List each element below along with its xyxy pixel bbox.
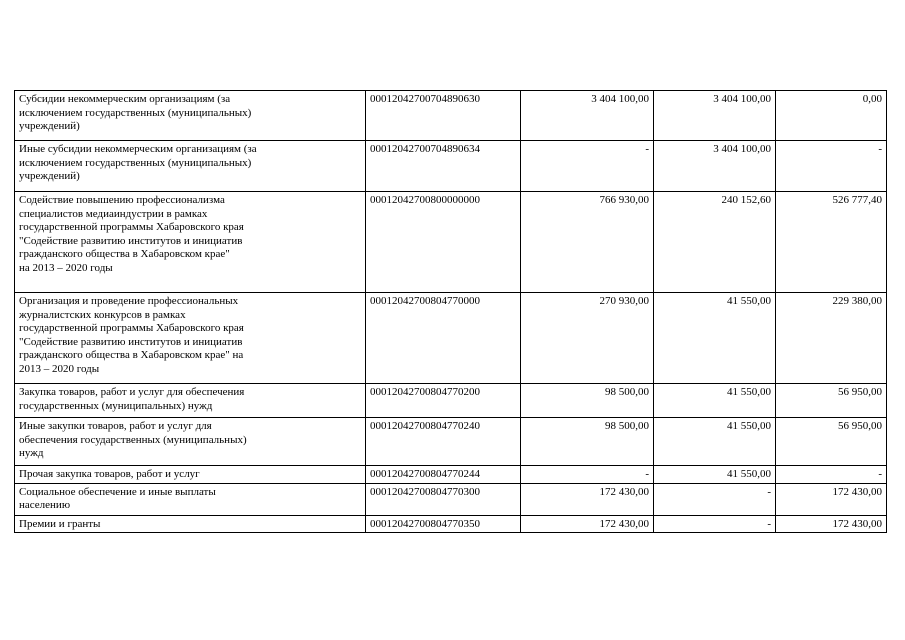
row-executed: - (654, 483, 776, 515)
table-row (15, 141, 887, 192)
row-unexecuted: 172 430,00 (776, 483, 887, 515)
row-unexecuted: 526 777,40 (776, 192, 887, 293)
row-code: 00012042700800000000 (366, 192, 521, 293)
table-row (15, 483, 887, 515)
row-approved: - (521, 466, 654, 484)
row-name: Субсидии некоммерческим организациям (за исключением государственных (муниципальных) учреждений) (15, 91, 366, 141)
row-approved: 270 930,00 (521, 293, 654, 384)
row-executed: 3 404 100,00 (654, 91, 776, 141)
row-code: 00012042700704890634 (366, 141, 521, 192)
row-code: 00012042700704890630 (366, 91, 521, 141)
row-code: 00012042700804770244 (366, 466, 521, 484)
row-name: Прочая закупка товаров, работ и услуг (15, 466, 366, 484)
row-executed: 41 550,00 (654, 384, 776, 418)
row-executed: 3 404 100,00 (654, 141, 776, 192)
row-unexecuted: - (776, 141, 887, 192)
table-row (15, 418, 887, 466)
row-code: 00012042700804770000 (366, 293, 521, 384)
row-name: Закупка товаров, работ и услуг для обеспечения государственных (муниципальных) нужд (15, 384, 366, 418)
table-row (15, 91, 887, 141)
row-executed: 240 152,60 (654, 192, 776, 293)
row-approved: 3 404 100,00 (521, 91, 654, 141)
table-row (15, 515, 887, 533)
row-approved: 98 500,00 (521, 384, 654, 418)
row-approved: 172 430,00 (521, 483, 654, 515)
row-name: Иные закупки товаров, работ и услуг для обеспечения государственных (муниципальных) нужд (15, 418, 366, 466)
row-unexecuted: 172 430,00 (776, 515, 887, 533)
row-code: 00012042700804770240 (366, 418, 521, 466)
row-code: 00012042700804770200 (366, 384, 521, 418)
row-unexecuted: 229 380,00 (776, 293, 887, 384)
row-approved: - (521, 141, 654, 192)
row-approved: 766 930,00 (521, 192, 654, 293)
row-executed: 41 550,00 (654, 466, 776, 484)
row-approved: 172 430,00 (521, 515, 654, 533)
row-approved: 98 500,00 (521, 418, 654, 466)
row-unexecuted: 56 950,00 (776, 418, 887, 466)
row-executed: 41 550,00 (654, 293, 776, 384)
budget-table (14, 90, 887, 533)
table-row (15, 293, 887, 384)
row-name: Содействие повышению профессионализма специалистов медиаиндустрии в рамках государственной программы Хабаровского края "Содействие развитию институтов и инициатив гражданского общества в Хабаровском крае" на 2013 – 2020 годы (15, 192, 366, 293)
row-executed: - (654, 515, 776, 533)
row-name: Иные субсидии некоммерческим организациям (за исключением государственных (муниципальных) учреждений) (15, 141, 366, 192)
row-unexecuted: - (776, 466, 887, 484)
row-unexecuted: 56 950,00 (776, 384, 887, 418)
table-row (15, 384, 887, 418)
row-executed: 41 550,00 (654, 418, 776, 466)
table-row (15, 466, 887, 484)
table-row (15, 192, 887, 293)
row-name: Социальное обеспечение и иные выплаты населению (15, 483, 366, 515)
row-code: 00012042700804770300 (366, 483, 521, 515)
row-unexecuted: 0,00 (776, 91, 887, 141)
row-name: Премии и гранты (15, 515, 366, 533)
row-name: Организация и проведение профессиональных журналистских конкурсов в рамках государственной программы Хабаровского края "Содействие развитию институтов и инициатив гражданского общества в Хабаровском крае" на 2013 – 2020 годы (15, 293, 366, 384)
row-code: 00012042700804770350 (366, 515, 521, 533)
